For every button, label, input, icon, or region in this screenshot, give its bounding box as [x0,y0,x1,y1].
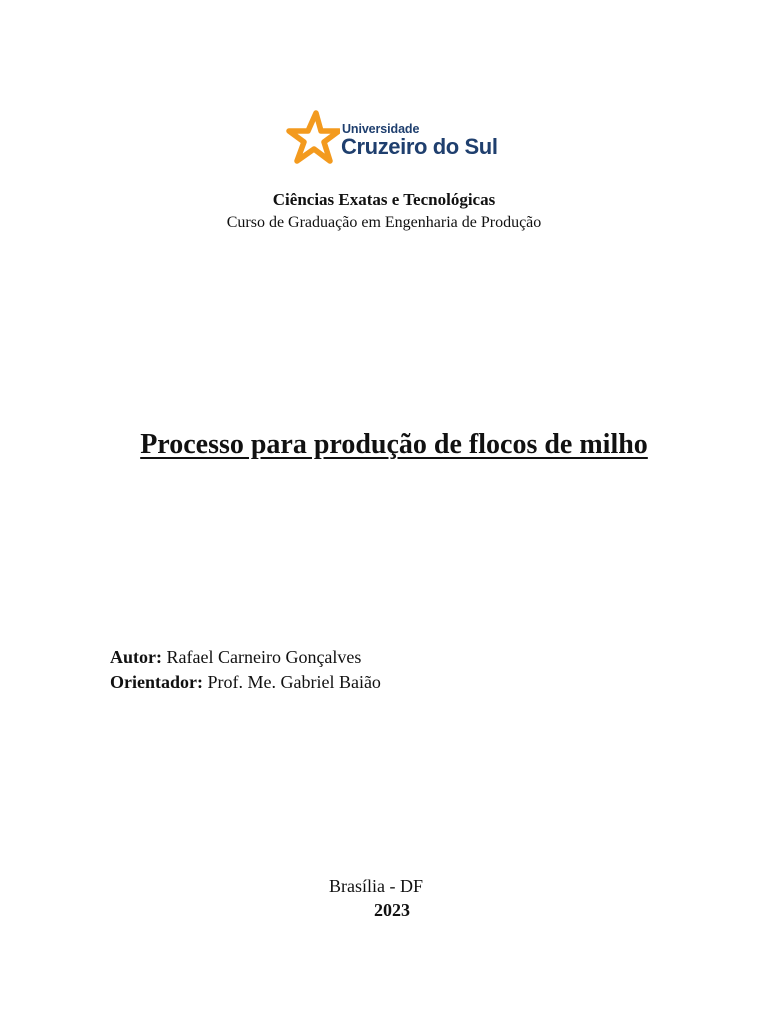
publication-year: 2023 [374,900,410,920]
logo-small-text: Universidade [342,122,420,136]
author-name: Rafael Carneiro Gonçalves [166,647,362,667]
faculty-name: Ciências Exatas e Tecnológicas [272,190,496,209]
document-title: Processo para produção de flocos de milho [140,429,648,460]
city-location: Brasília - DF [329,876,423,896]
author-line [110,647,361,668]
star-icon [286,110,340,164]
advisor-label: Orientador: [110,672,203,692]
author-label: Autor: [110,647,162,667]
course-name: Curso de Graduação em Engenharia de Produção [226,214,542,231]
advisor-line [110,672,381,693]
university-logo [286,108,506,166]
advisor-name: Prof. Me. Gabriel Baião [207,672,381,692]
logo-main-text: Cruzeiro do Sul [341,134,498,159]
